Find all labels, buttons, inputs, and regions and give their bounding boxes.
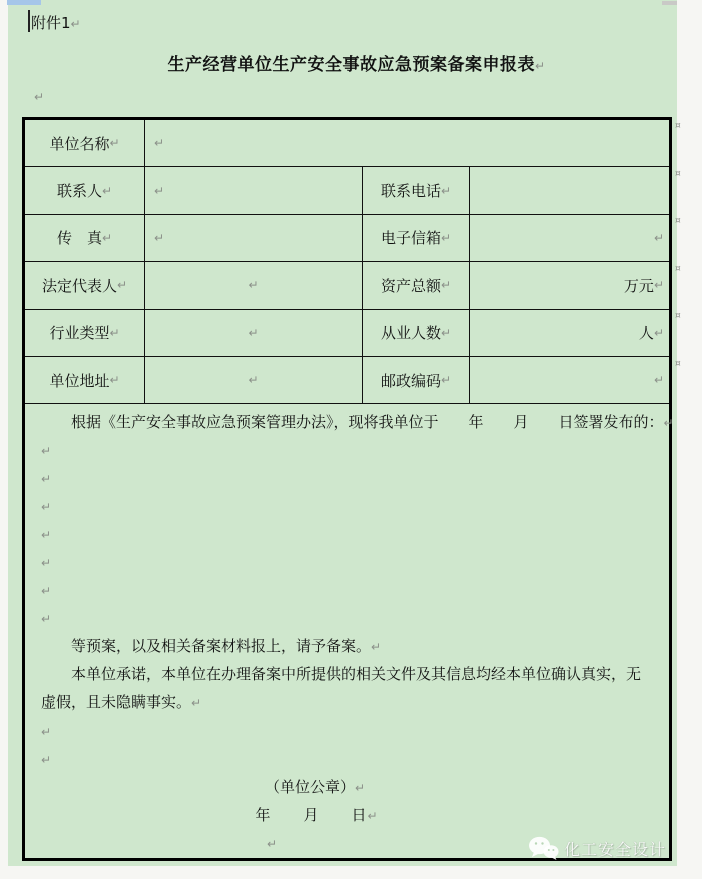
- form-table: [25, 120, 669, 404]
- form-border-box: [22, 117, 672, 861]
- cell-end-mark: ↵: [248, 278, 259, 293]
- cell-unit-address-value[interactable]: [145, 357, 363, 404]
- empty-paragraph: [41, 576, 653, 604]
- unit-ren: 人: [638, 324, 654, 343]
- empty-paragraph: [41, 548, 653, 576]
- cell-unit-name-value[interactable]: [145, 120, 669, 167]
- paragraph-mark: ↵: [116, 278, 128, 293]
- cell-end-mark: ↵: [653, 325, 664, 340]
- cell-total-assets-value[interactable]: [470, 262, 669, 309]
- cell-unit-name-label: 单位名称 ↵: [25, 120, 145, 167]
- cell-contact-phone-value[interactable]: [470, 167, 669, 214]
- cell-contact-person-label: 联系人 ↵: [25, 167, 145, 214]
- empty-paragraph: [34, 86, 44, 105]
- cell-end-mark: ↵: [653, 278, 664, 293]
- paragraph-mark: ↵: [34, 90, 45, 104]
- paragraph-mark: ↵: [371, 640, 382, 654]
- cell-end-mark: ↵: [154, 136, 165, 151]
- cell-end-mark: ↵: [653, 230, 664, 245]
- paragraph-mark: ↵: [440, 183, 452, 198]
- paragraph-mark: ↵: [41, 472, 52, 486]
- page-title: [8, 50, 677, 75]
- paragraph-mark: ↵: [367, 809, 379, 823]
- attachment-text: 附件1: [31, 14, 71, 32]
- cell-employee-count-label: 从业人数 ↵: [363, 310, 470, 357]
- cell-end-mark: ↵: [154, 230, 165, 245]
- paragraph-mark: ↵: [440, 373, 452, 388]
- paragraph-mark: ↵: [109, 373, 120, 388]
- cell-end-mark: ↵: [653, 373, 664, 388]
- paragraph-mark: ↵: [41, 753, 52, 767]
- cell-email-label: 电子信箱 ↵: [363, 215, 470, 262]
- cell-total-assets-label: 资产总额 ↵: [363, 262, 470, 309]
- paragraph-mark: ↵: [101, 183, 113, 198]
- title-text: 生产经营单位生产安全事故应急预案备案申报表: [167, 55, 535, 75]
- watermark: [528, 836, 666, 861]
- paragraph-mark: ↵: [70, 17, 81, 31]
- cell-contact-person-value[interactable]: [145, 167, 363, 214]
- paragraph-mark: ↵: [41, 725, 52, 739]
- cell-postal-code-label: 邮政编码 ↵: [363, 357, 470, 404]
- document-text-area[interactable]: [25, 405, 674, 857]
- cell-legal-representative-label: 法定代表人 ↵: [25, 262, 145, 309]
- promise-paragraph: 本单位承诺，本单位在办理备案中所提供的相关文件及其信息均经本单位确认真实，无虚假，且未隐瞒事实。↵: [41, 665, 642, 711]
- paragraph-mark: ↵: [534, 59, 546, 73]
- empty-paragraph: [41, 717, 653, 745]
- cell-email-value[interactable]: [470, 215, 669, 262]
- cell-industry-type-value[interactable]: [145, 310, 363, 357]
- cell-end-mark: ↵: [154, 183, 165, 198]
- text-cursor: [28, 10, 30, 32]
- intro-paragraph: 根据《生产安全事故应急预案管理办法》，现将我单位于 年 月 日签署发布的：↵: [71, 413, 674, 431]
- row-end-mark: ¤: [675, 216, 681, 226]
- row-end-mark: ¤: [675, 264, 681, 274]
- cell-unit-address-label: 单位地址 ↵: [25, 357, 145, 404]
- document-page: [8, 0, 681, 866]
- paragraph-mark: ↵: [440, 278, 452, 293]
- paragraph-mark: ↵: [440, 230, 452, 245]
- empty-paragraph: [41, 604, 653, 632]
- cell-postal-code-value[interactable]: [470, 357, 669, 404]
- empty-paragraph: [41, 436, 653, 464]
- cell-contact-phone-label: 联系电话 ↵: [363, 167, 470, 214]
- seal-line: （单位公章）↵: [264, 778, 366, 796]
- paragraph-mark: ↵: [109, 136, 120, 151]
- cell-end-mark: ↵: [248, 373, 259, 388]
- cell-end-mark: ↵: [248, 325, 259, 340]
- paragraph-mark: ↵: [191, 696, 202, 710]
- paragraph-mark: ↵: [41, 612, 52, 626]
- scrollbar-artifact: [662, 1, 677, 5]
- attachment-label: [31, 12, 81, 33]
- cell-fax-label: 传 真 ↵: [25, 215, 145, 262]
- plans-paragraph: 等预案，以及相关备案材料报上，请予备案。↵: [71, 637, 382, 655]
- row-end-mark: ¤: [675, 121, 681, 131]
- paragraph-mark: ↵: [41, 556, 52, 570]
- watermark-text: 化工安全设计: [564, 840, 667, 859]
- selection-artifact: [7, 0, 41, 5]
- paragraph-mark: ↵: [663, 416, 674, 430]
- empty-paragraph: [41, 745, 653, 773]
- unit-wanyuan: 万元: [623, 276, 654, 295]
- paragraph-mark: ↵: [41, 528, 52, 542]
- paragraph-mark: ↵: [109, 325, 120, 340]
- row-end-mark: ¤: [675, 169, 681, 179]
- row-end-mark: ¤: [675, 311, 681, 321]
- paragraph-mark: ↵: [41, 444, 52, 458]
- empty-paragraph: [41, 492, 653, 520]
- wechat-icon: [528, 836, 559, 861]
- cell-fax-value[interactable]: [145, 215, 363, 262]
- empty-paragraph: [41, 520, 653, 548]
- cell-legal-representative-value[interactable]: [145, 262, 363, 309]
- paragraph-mark: ↵: [354, 781, 366, 795]
- paragraph-mark: ↵: [440, 325, 452, 340]
- row-end-mark: ¤: [675, 359, 681, 369]
- paragraph-mark: ↵: [41, 584, 52, 598]
- paragraph-mark: ↵: [101, 230, 113, 245]
- empty-paragraph: [41, 464, 653, 492]
- paragraph-mark: ↵: [41, 500, 52, 514]
- paragraph-mark: ↵: [266, 837, 278, 851]
- cell-industry-type-label: 行业类型 ↵: [25, 310, 145, 357]
- date-line: 年 月 日↵: [255, 806, 379, 824]
- cell-employee-count-value[interactable]: [470, 310, 669, 357]
